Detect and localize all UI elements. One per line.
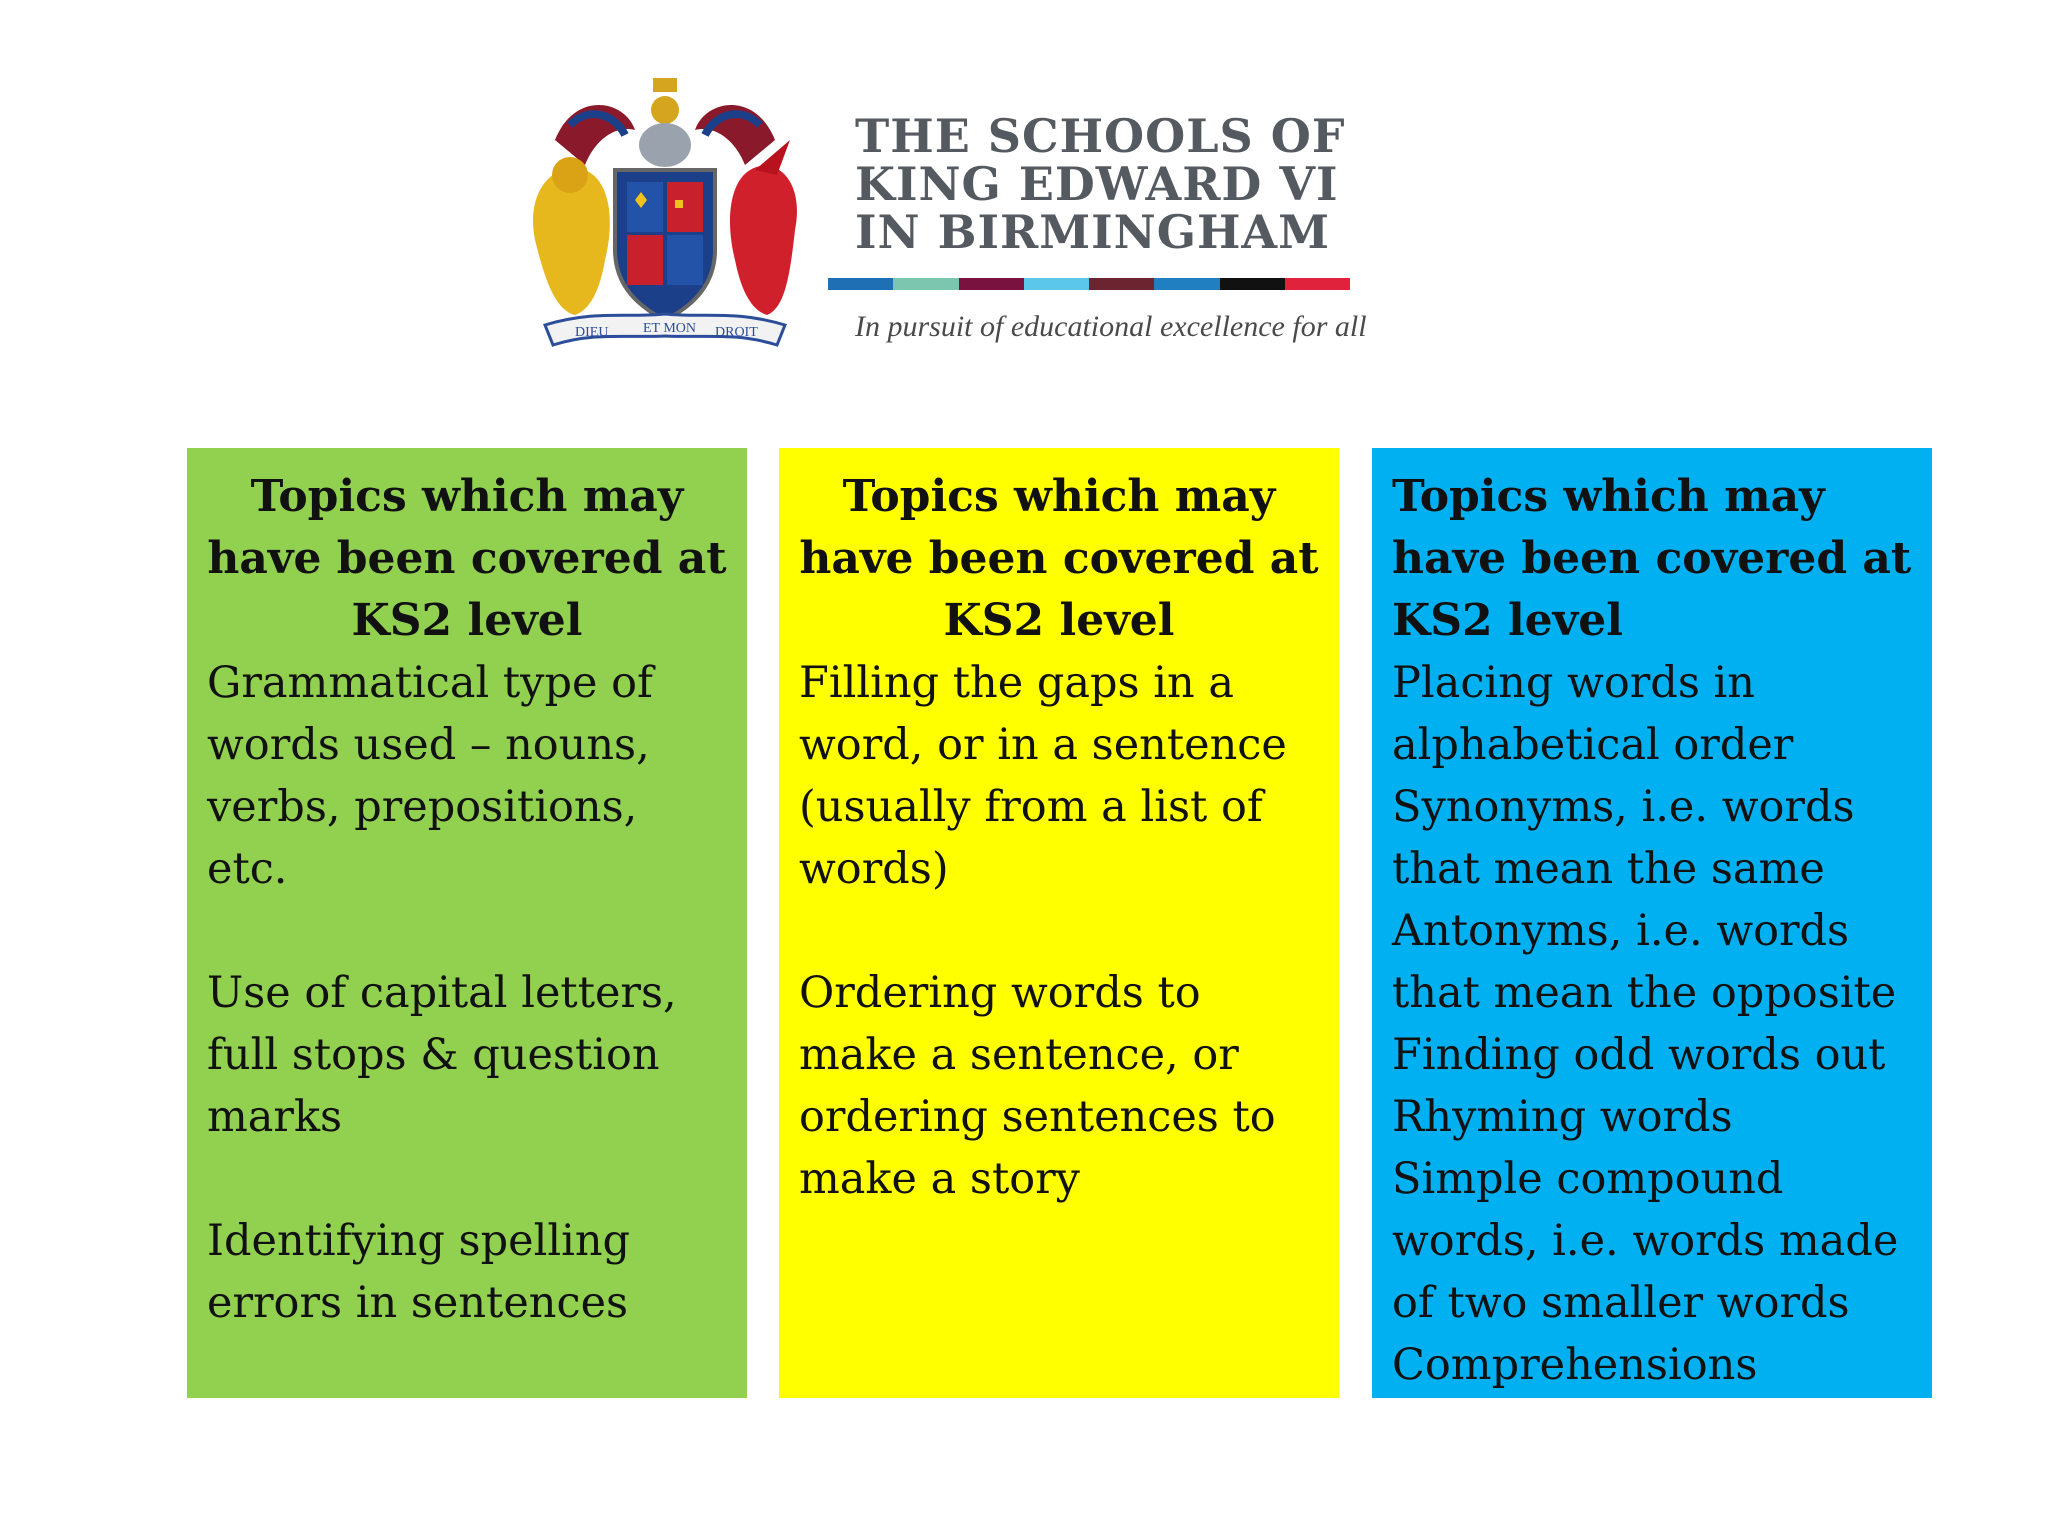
list-item [1392,776,1912,900]
list-item [1392,652,1912,776]
item-line: make a story [799,1154,1080,1204]
column-green [187,448,747,1398]
motto-1: DIEU [575,325,609,340]
column-yellow [779,448,1339,1398]
item-line: Rhyming words [1392,1092,1733,1142]
item-line: Placing words in [1392,658,1756,708]
title-line: KS2 level [1392,595,1623,646]
item-line: Identifying spelling [207,1216,631,1266]
item-line: Use of capital letters, [207,968,677,1018]
item-line: Simple compound [1392,1154,1784,1204]
item-line: Comprehensions [1392,1340,1758,1390]
color-strip-segment [1154,278,1219,290]
school-name [855,109,1375,259]
item-line: words, i.e. words made [1392,1216,1899,1266]
school-name-line-2: KING EDWARD VI [855,157,1339,211]
list-item [1392,900,1912,1024]
title-line: KS2 level [943,595,1175,646]
list-item [207,962,727,1148]
item-line: marks [207,1092,343,1142]
column-title [799,466,1319,652]
color-strip-segment [1089,278,1154,290]
color-strip-segment [1220,278,1285,290]
item-line: etc. [207,844,288,894]
item-line: make a sentence, or [799,1030,1239,1080]
color-strip [828,278,1350,290]
item-line: word, or in a sentence [799,720,1287,770]
item-line: that mean the opposite [1392,968,1897,1018]
item-line: Filling the gaps in a [799,658,1234,708]
item-line: Synonyms, i.e. words [1392,782,1855,832]
tagline: In pursuit of educational excellence for all [855,310,1367,343]
title-line: KS2 level [351,595,583,646]
color-strip-segment [828,278,893,290]
item-line: alphabetical order [1392,720,1794,770]
list-item [799,962,1319,1210]
topic-list [799,652,1319,1210]
topic-list [207,652,727,1334]
list-item [1392,1024,1912,1086]
item-line: Ordering words to [799,968,1201,1018]
item-line: Finding odd words out [1392,1030,1886,1080]
item-line: that mean the same [1392,844,1825,894]
column-blue [1372,448,1932,1398]
item-line: Antonyms, i.e. words [1392,906,1850,956]
title-line: have been covered at [799,533,1319,584]
school-logo [515,70,1367,360]
item-line: Grammatical type of [207,658,653,708]
topic-list [1392,652,1912,1396]
color-strip-segment [959,278,1024,290]
list-item [1392,1334,1912,1396]
list-item [799,652,1319,900]
item-line: words) [799,844,949,894]
item-line: full stops & question [207,1030,660,1080]
item-line: verbs, prepositions, [207,782,638,832]
title-line: Topics which may [842,471,1276,522]
column-title [1392,466,1912,652]
school-name-line-1: THE SCHOOLS OF [855,109,1346,163]
school-name-line-3: IN BIRMINGHAM [855,205,1331,259]
color-strip-segment [1024,278,1089,290]
motto-2: ET MON [643,321,697,336]
item-line: ordering sentences to [799,1092,1276,1142]
coat-of-arms-icon [515,70,815,360]
item-line: words used – nouns, [207,720,650,770]
color-strip-segment [893,278,958,290]
list-item [207,1210,727,1334]
item-line: of two smaller words [1392,1278,1850,1328]
item-line: errors in sentences [207,1278,629,1328]
item-line: (usually from a list of [799,782,1263,832]
list-item [207,652,727,900]
motto-3: DROIT [715,325,758,340]
color-strip-segment [1285,278,1350,290]
list-item [1392,1148,1912,1334]
title-line: Topics which may [250,471,684,522]
list-item [1392,1086,1912,1148]
title-line: have been covered at [207,533,727,584]
title-line: Topics which may [1392,471,1825,522]
column-title [207,466,727,652]
title-line: have been covered at [1392,533,1912,584]
